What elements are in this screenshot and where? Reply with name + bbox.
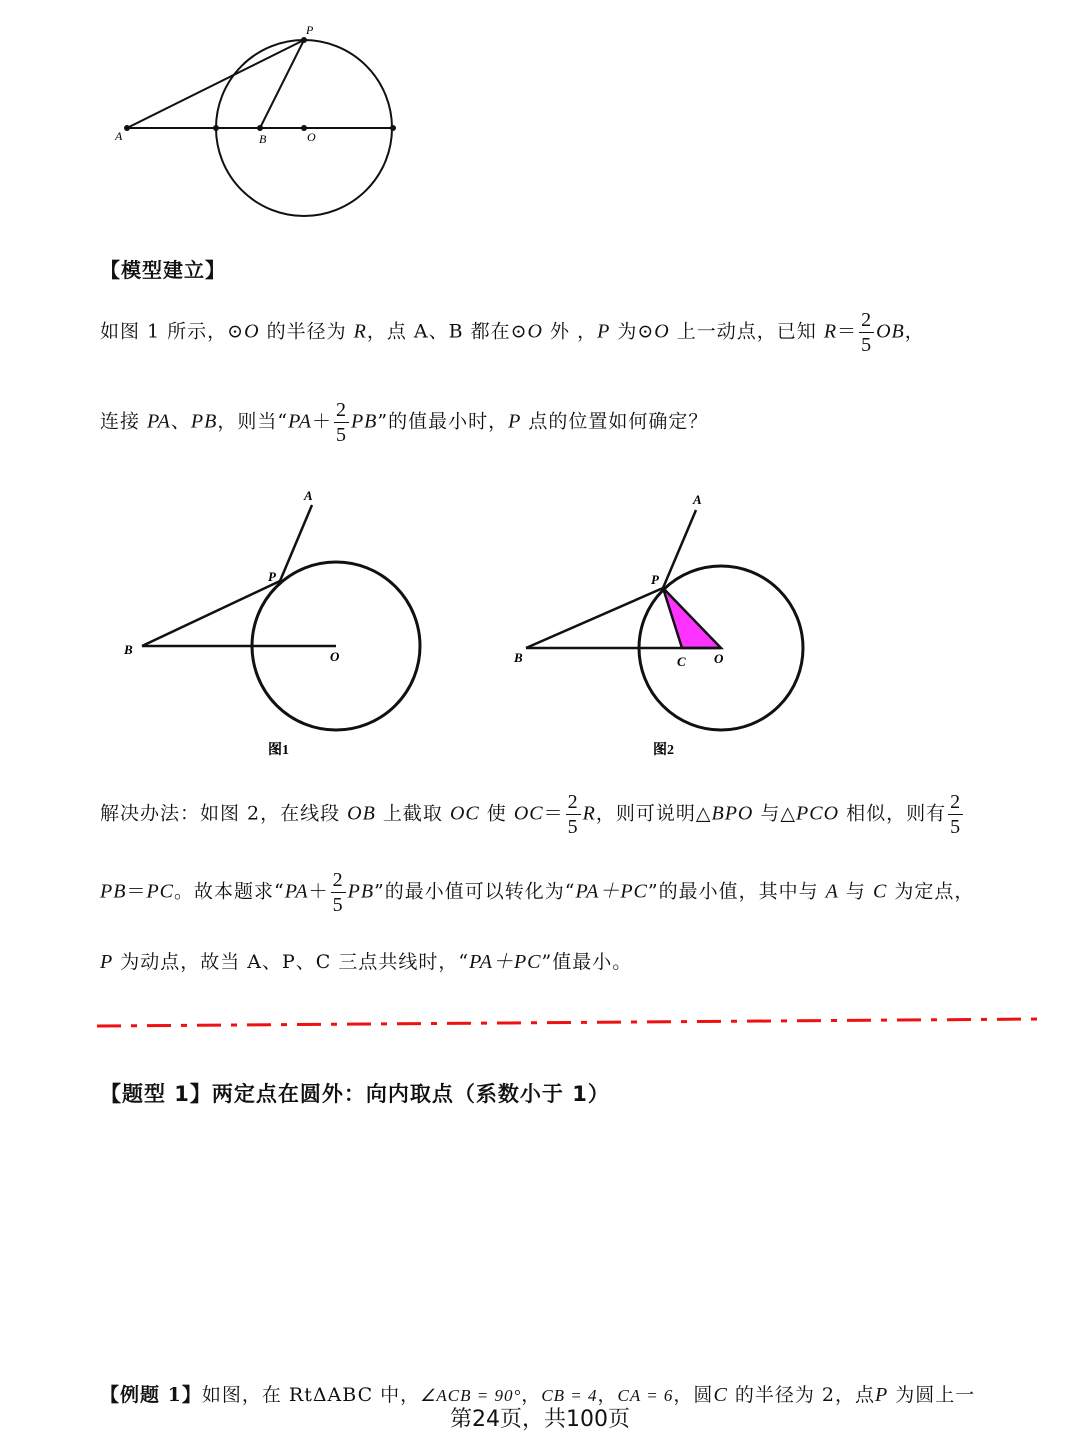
fig2-label-B: B xyxy=(514,650,523,665)
segment-AP xyxy=(127,40,304,128)
label-A: A xyxy=(115,129,123,143)
fig2-label-C: C xyxy=(677,654,686,669)
example-label: 【例题 1】 xyxy=(100,1384,202,1406)
fig1-label-B: B xyxy=(124,642,133,657)
figure-1 xyxy=(110,480,440,770)
label-O: O xyxy=(307,130,316,144)
label-B: B xyxy=(259,132,267,146)
fig2-triangle-PCO xyxy=(663,588,721,648)
paragraph-solution-2: PB＝PC。故本题求“PA＋ $\frac{2}{5}$ PB”的最小值可以转化为“PA＋PC”的最小值，其中与 A 与 C 为定点， xyxy=(100,869,975,916)
fig1-label-P: P xyxy=(268,569,276,584)
divider-line xyxy=(97,1019,1040,1026)
paragraph-solution-3: P 为动点，故当 A、P、C 三点共线时，“PA＋PC”值最小。 xyxy=(100,951,633,973)
fig1-segment-PA xyxy=(280,505,312,581)
fraction: $\frac{2}{5}$ xyxy=(861,309,873,356)
point-B xyxy=(257,125,263,131)
paragraph-model-2: 连接 PA、PB，则当“PA＋ $\frac{2}{5}$ PB”的值最小时，P 点的位置如何确定？ xyxy=(100,399,709,446)
figure-2 xyxy=(500,480,830,770)
example-1-text: 【例题 1】如图，在 RtΔABC 中，∠ACB = 90°，CB = 4，CA = 6，圆C 的半径为 2，点P 为圆上一 xyxy=(100,1384,976,1406)
fig2-segment-BP xyxy=(526,588,663,648)
fraction: $\frac{2}{5}$ xyxy=(335,399,347,446)
point-P xyxy=(301,37,307,43)
paragraph-model-1: 如图 1 所示，⊙O 的半径为 R，点 A、B 都在⊙O 外 ，P 为⊙O 上一动点，已知 R＝ $\frac{2}{5}$ OB， xyxy=(100,309,925,356)
fig2-caption: 图2 xyxy=(653,743,674,758)
page-footer: 第24页，共100页 xyxy=(450,1407,630,1432)
point-right-intersection xyxy=(390,125,396,131)
section-heading-type-1: 【题型 1】两定点在圆外：向内取点（系数小于 1） xyxy=(100,1082,610,1106)
fig1-label-O: O xyxy=(330,649,340,664)
section-heading-model: 【模型建立】 xyxy=(100,258,226,282)
label-P: P xyxy=(306,23,314,37)
fig1-label-A: A xyxy=(304,488,313,503)
segment-BP xyxy=(260,40,304,128)
top-circle-figure xyxy=(100,20,420,230)
fraction: $\frac{2}{5}$ xyxy=(332,869,344,916)
point-A xyxy=(124,125,130,131)
fraction: $\frac{2}{5}$ xyxy=(950,791,962,838)
fig2-label-P: P xyxy=(651,572,659,587)
dash-dot-divider xyxy=(95,1012,1045,1032)
point-left-intersection xyxy=(213,125,219,131)
fig1-caption: 图1 xyxy=(268,743,289,758)
fig2-label-A: A xyxy=(693,492,702,507)
fraction: $\frac{2}{5}$ xyxy=(567,791,579,838)
paragraph-solution-1: 解决办法：如图 2，在线段 OB 上截取 OC 使 OC＝ $\frac{2}{5}$ R，则可说明△BPO 与△PCO 相似，则有 $\frac{2}{5}$ xyxy=(100,791,962,838)
fig2-label-O: O xyxy=(714,651,724,666)
